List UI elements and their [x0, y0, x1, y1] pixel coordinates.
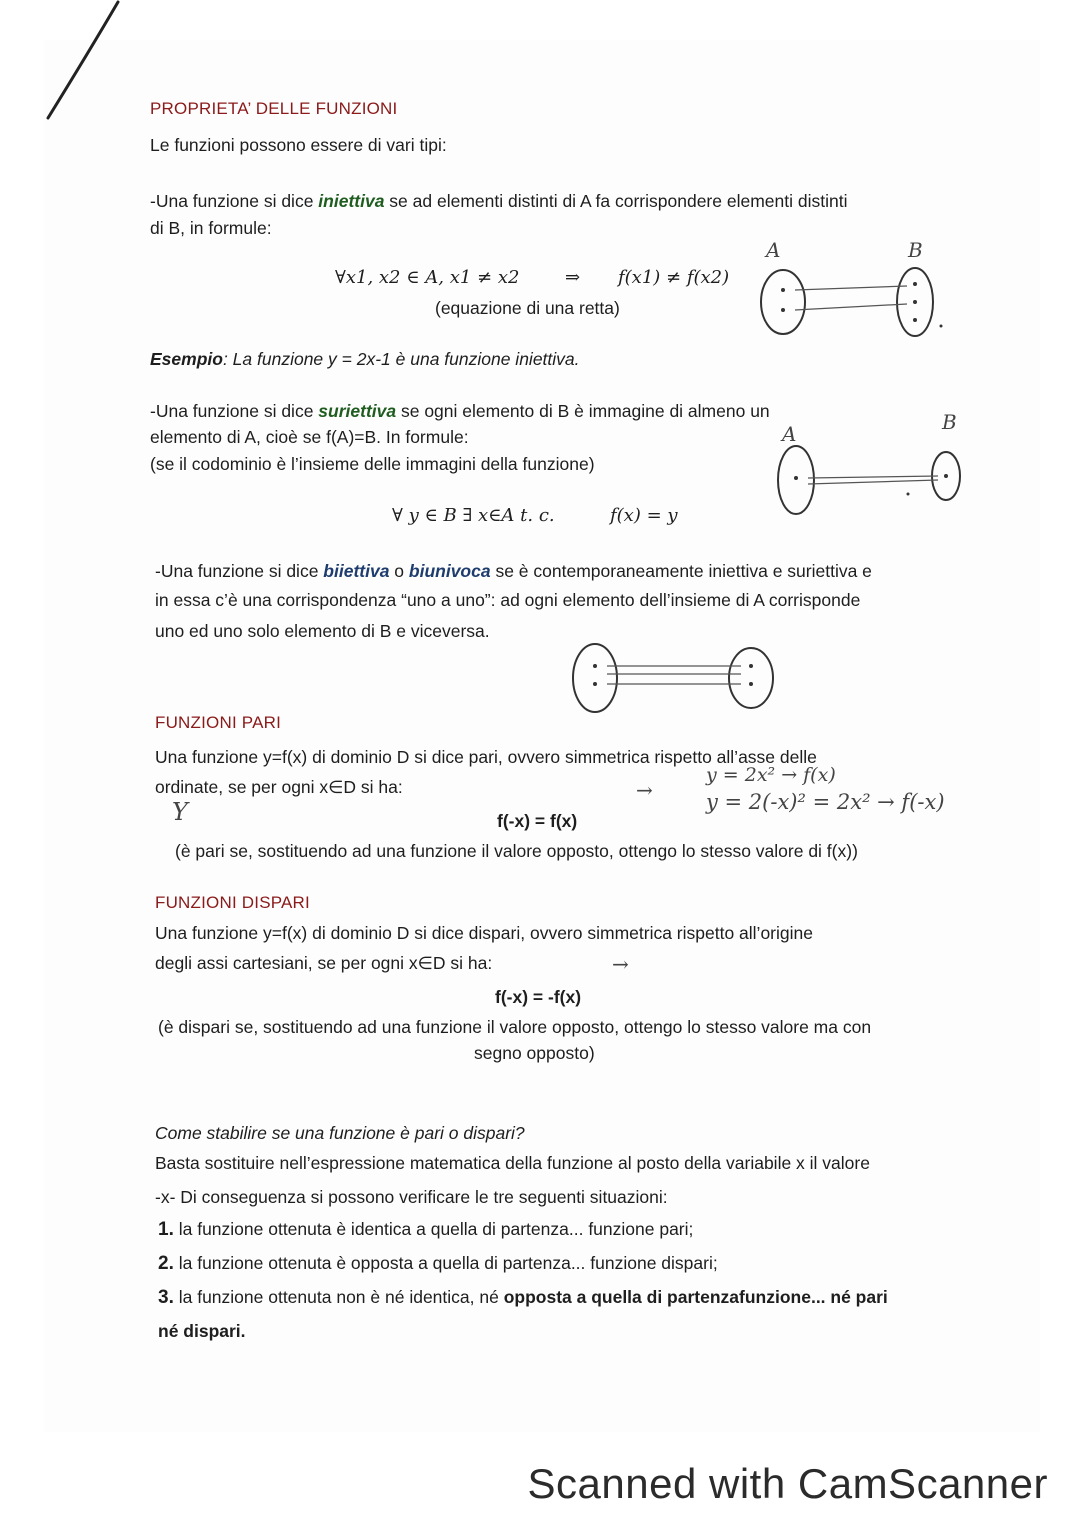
hand-label-A: A: [766, 238, 781, 262]
odd-note-line1: (è dispari se, sostituendo ad una funzione il valore opposto, ottengo lo stesso valore ma con: [158, 1017, 872, 1037]
list-number: 2.: [158, 1253, 174, 1274]
hand-note-line2: y = 2(-x)² = 2x² → f(-x): [706, 790, 945, 814]
intro-text: Le funzioni possono essere di vari tipi:: [150, 135, 447, 155]
section-title-odd: FUNZIONI DISPARI: [155, 893, 310, 912]
injective-paragraph-line1: [150, 190, 847, 212]
injective-formula-left: ∀x1, x2 ∈ A, x1 ≠ x2: [335, 267, 520, 288]
surjective-formula-left: ∀ y ∈ B ∃ x∈A t. c.: [392, 505, 555, 526]
even-paragraph-line2: ordinate, se per ogni x∈D si ha:: [155, 777, 403, 797]
text-span: -Una funzione si dice: [150, 401, 319, 421]
even-formula: f(-x) = f(x): [497, 811, 578, 831]
example-text: : La funzione y = 2x-1 è una funzione iniettiva.: [222, 349, 580, 369]
implies-arrow: ⇒: [565, 267, 581, 288]
bijective-paragraph-line1: [155, 560, 872, 582]
surjective-mapping-diagram: [770, 440, 980, 530]
keyword-injective: iniettiva: [318, 191, 385, 211]
odd-formula: f(-x) = -f(x): [495, 987, 582, 1007]
hand-label-B: B: [908, 238, 923, 262]
hand-note-y: Y: [172, 798, 188, 826]
injective-formula-right: f(x1) ≠ f(x2): [618, 267, 730, 288]
injective-mapping-diagram: [755, 262, 955, 352]
camscanner-watermark: Scanned with CamScanner: [527, 1460, 1048, 1507]
section-title-properties: PROPRIETA’ DELLE FUNZIONI: [150, 99, 398, 118]
example-label: Esempio: [150, 349, 223, 369]
list-item-text: la funzione ottenuta è identica a quella di partenza... funzione pari;: [173, 1219, 694, 1239]
text-span: se è contemporaneamente iniettiva e suriettiva e: [490, 561, 872, 581]
surjective-paragraph-line1: [150, 400, 770, 422]
text-span: -Una funzione si dice: [150, 191, 319, 211]
bijective-mapping-diagram: [565, 640, 785, 720]
keyword-biunivoca: biunivoca: [408, 561, 491, 581]
injective-formula-note: (equazione di una retta): [435, 298, 620, 318]
section-title-even: FUNZIONI PARI: [155, 713, 282, 732]
list-item: [158, 1286, 888, 1309]
list-item: [158, 1218, 693, 1241]
surjective-paragraph-line3: (se il codominio è l’insieme delle immagini della funzione): [150, 454, 595, 474]
hand-label-B: B: [942, 410, 957, 434]
how-to-line2: -x- Di conseguenza si possono verificare le tre seguenti situazioni:: [155, 1187, 668, 1207]
injective-example: [150, 348, 580, 370]
surjective-formula-right: f(x) = y: [610, 505, 678, 526]
hand-arrow: →: [636, 778, 653, 802]
odd-paragraph-line2: degli assi cartesiani, se per ogni x∈D si ha:: [155, 953, 493, 973]
list-number: 1.: [158, 1219, 174, 1240]
bijective-paragraph-line3: uno ed uno solo elemento di B e viceversa.: [155, 621, 490, 641]
list-item-continuation: né dispari.: [158, 1321, 246, 1341]
text-span: se ogni elemento di B è immagine di almeno un: [396, 401, 770, 421]
list-item-bold-text: opposta a quella di partenzafunzione... né pari: [503, 1287, 888, 1307]
keyword-surjective: suriettiva: [318, 401, 397, 421]
text-span: o: [389, 561, 409, 581]
injective-paragraph-line2: di B, in formule:: [150, 218, 272, 238]
surjective-paragraph-line2: elemento di A, cioè se f(A)=B. In formule:: [150, 427, 469, 447]
even-note: (è pari se, sostituendo ad una funzione il valore opposto, ottengo lo stesso valore di f(x)): [175, 841, 858, 861]
even-paragraph-line1: Una funzione y=f(x) di dominio D si dice pari, ovvero simmetrica rispetto all’asse delle: [155, 747, 817, 767]
bijective-paragraph-line2: in essa c’è una corrispondenza “uno a uno”: ad ogni elemento dell’insieme di A corrisponde: [155, 590, 861, 610]
list-number: 3.: [158, 1287, 174, 1308]
how-to-line1: Basta sostituire nell’espressione matematica della funzione al posto della variabile x il valore: [155, 1153, 870, 1173]
list-item-text: la funzione ottenuta non è né identica, né: [173, 1287, 504, 1307]
text-span: -Una funzione si dice: [155, 561, 324, 581]
odd-paragraph-line1: Una funzione y=f(x) di dominio D si dice dispari, ovvero simmetrica rispetto all’origine: [155, 923, 813, 943]
odd-note-line2: segno opposto): [474, 1043, 595, 1063]
hand-label-A: A: [782, 422, 797, 446]
how-to-question: Come stabilire se una funzione è pari o dispari?: [155, 1123, 525, 1143]
hand-note-line1: y = 2x² → f(x): [706, 764, 836, 786]
list-item-text: la funzione ottenuta è opposta a quella di partenza... funzione dispari;: [173, 1253, 718, 1273]
keyword-bijective: biiettiva: [323, 561, 390, 581]
text-span: se ad elementi distinti di A fa corrispondere elementi distinti: [384, 191, 848, 211]
pen-stroke-mark: [40, 0, 130, 130]
list-item: [158, 1252, 718, 1275]
hand-arrow: →: [612, 952, 629, 976]
